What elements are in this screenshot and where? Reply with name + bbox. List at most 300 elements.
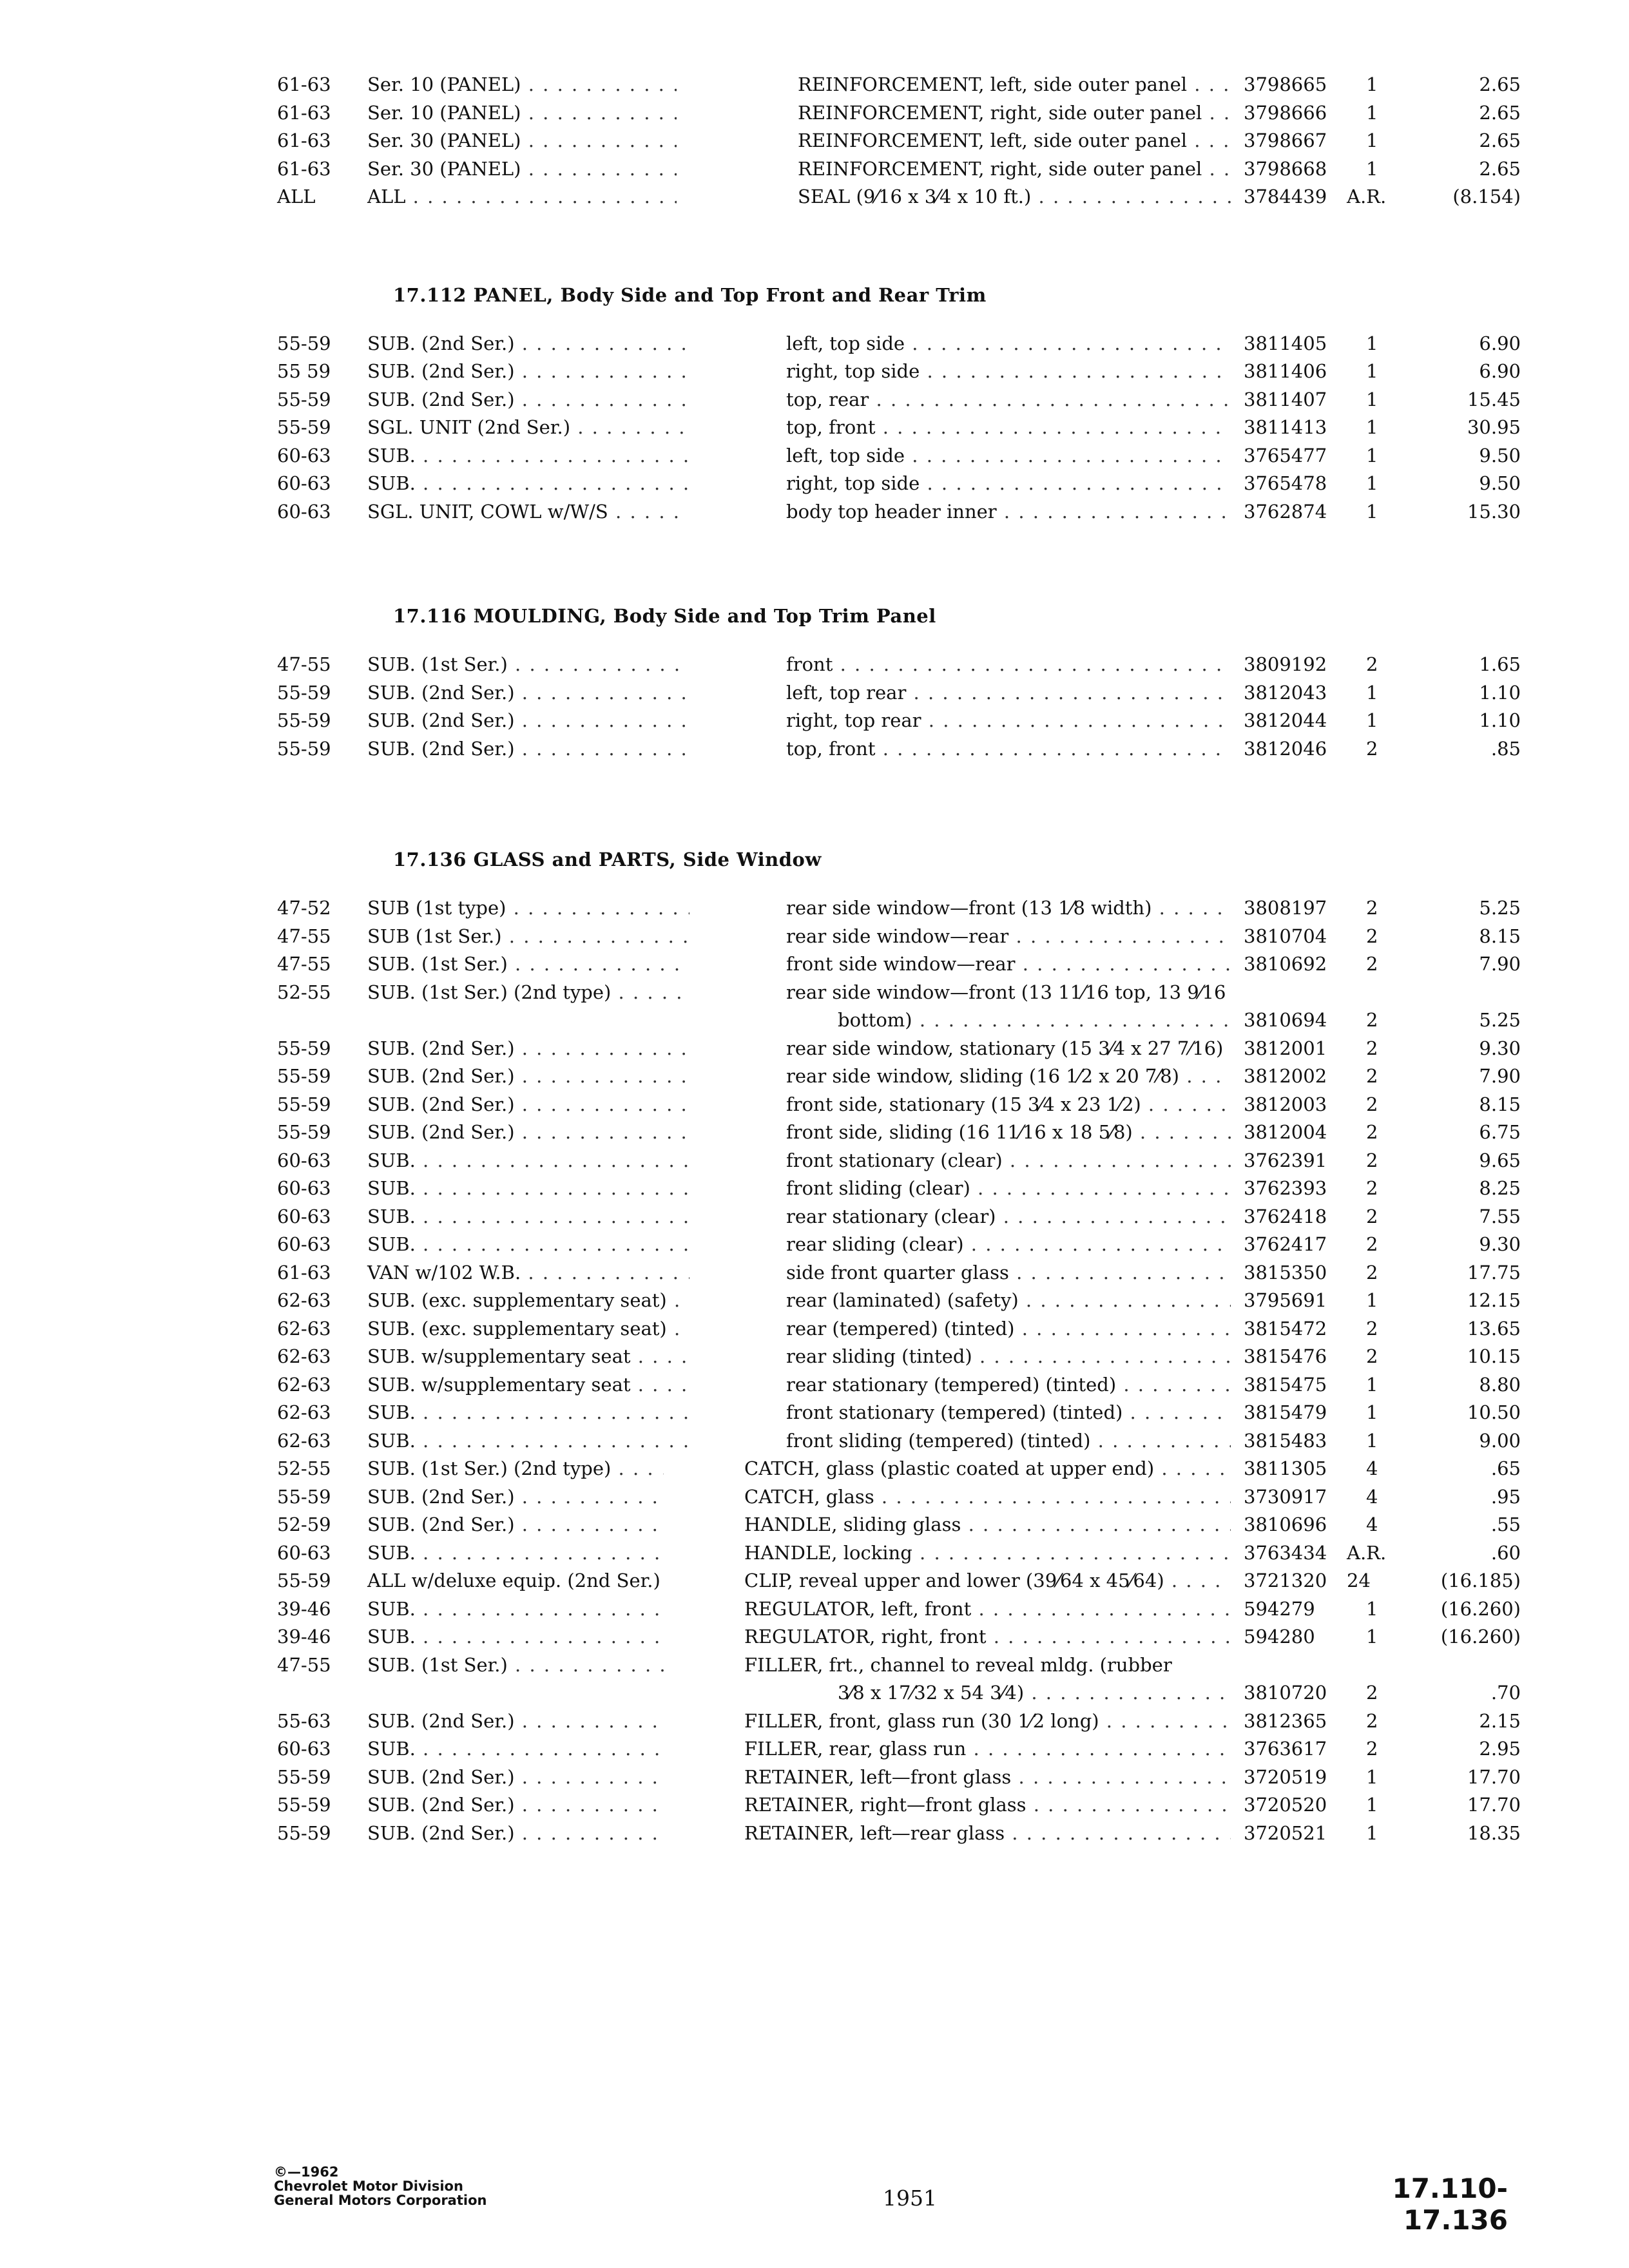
quantity: 1 <box>1366 681 1378 704</box>
table-row <box>277 923 1521 951</box>
model-text: SUB. . . . <box>367 1430 689 1452</box>
table-row <box>277 1343 1521 1371</box>
model-year: 60-63 <box>277 1205 331 1227</box>
description-text: side front quarter glass . . . <box>786 1262 1231 1283</box>
model-text: SUB. (1st Ser.) (2nd type) . . . <box>367 981 689 1003</box>
description-text: REINFORCEMENT, right, side outer panel . . . <box>798 158 1231 180</box>
part-number: 3812046 <box>1244 737 1327 760</box>
part-number: 3815476 <box>1244 1345 1327 1367</box>
model-cell <box>277 1287 689 1315</box>
model-cell <box>277 950 689 979</box>
list-price: (16.260) <box>1440 1597 1521 1620</box>
description-cell <box>786 498 1231 526</box>
quantity: 1 <box>1366 1429 1378 1452</box>
model-text: SUB. (1st Ser.) . . . <box>367 1654 664 1676</box>
part-number: 3810692 <box>1244 953 1327 975</box>
model-cell <box>277 1735 664 1763</box>
model-text: SUB. (1st Ser.) . . . <box>367 653 689 675</box>
list-price: .60 <box>1490 1541 1521 1564</box>
quantity: 2 <box>1366 737 1378 760</box>
description-cell <box>786 923 1231 951</box>
table-row <box>277 1511 1521 1539</box>
list-price: 5.25 <box>1479 897 1521 919</box>
part-number: 3812365 <box>1244 1709 1327 1732</box>
part-number: 3812002 <box>1244 1065 1327 1087</box>
model-year: 55-59 <box>277 1065 331 1087</box>
model-year: 47-55 <box>277 953 331 975</box>
description-cell <box>786 1259 1231 1287</box>
model-text: Ser. 30 (PANEL) . . . <box>367 158 677 180</box>
model-cell <box>277 386 689 414</box>
description-cell <box>744 1791 1231 1820</box>
part-number: 3810696 <box>1244 1514 1327 1535</box>
model-cell <box>277 470 689 498</box>
parts-listing <box>277 71 1521 1847</box>
description-cell <box>798 127 1231 155</box>
model-year: 55-59 <box>277 1821 331 1844</box>
table-row <box>277 386 1521 414</box>
quantity: 2 <box>1366 1682 1378 1704</box>
model-text: SUB. (2nd Ser.) . . . <box>367 1766 664 1788</box>
part-number: 3762391 <box>1244 1149 1327 1171</box>
description-text: REINFORCEMENT, left, side outer panel . . . <box>798 73 1231 95</box>
list-price: (16.185) <box>1440 1570 1521 1591</box>
model-text: SUB. (2nd Ser.) . . . <box>367 389 689 410</box>
list-price: (8.154) <box>1452 186 1521 207</box>
model-cell <box>277 1175 689 1203</box>
description-text: rear sliding (clear) . . . <box>786 1233 1231 1255</box>
copyright: ©—1962 <box>274 2164 339 2180</box>
part-number: 3762417 <box>1244 1233 1327 1255</box>
model-year: 60-63 <box>277 444 331 466</box>
list-price: 2.65 <box>1479 130 1521 151</box>
model-year: 55-59 <box>277 1037 331 1059</box>
description-text: rear (tempered) (tinted) . . . <box>786 1318 1231 1340</box>
model-text: SUB. (exc. supplementary seat) . . . <box>367 1289 689 1311</box>
description-text: front sliding (clear) . . . <box>786 1177 1231 1199</box>
list-price: 2.65 <box>1479 73 1521 95</box>
table-row <box>277 183 1521 211</box>
list-price: 8.80 <box>1479 1373 1521 1396</box>
description-cell <box>786 470 1231 498</box>
model-year: 55-59 <box>277 332 331 354</box>
model-text: SUB (1st Ser.) . . . <box>367 925 689 947</box>
model-year: 52-55 <box>277 981 331 1003</box>
table-row <box>277 1539 1521 1568</box>
part-number: 3811405 <box>1244 332 1327 354</box>
model-text: SUB. (2nd Ser.) . . . <box>367 1710 664 1732</box>
list-price: 8.25 <box>1479 1177 1521 1199</box>
quantity: A.R. <box>1347 186 1387 207</box>
model-cell <box>277 1062 689 1091</box>
part-number: 3808197 <box>1244 897 1327 919</box>
quantity: 2 <box>1366 1065 1378 1087</box>
description-cell <box>786 414 1231 442</box>
table-row <box>277 1147 1521 1175</box>
description-cell <box>786 1035 1231 1063</box>
list-price: 5.25 <box>1479 1009 1521 1031</box>
model-year: 55-63 <box>277 1709 331 1732</box>
table-row <box>277 1820 1521 1848</box>
quantity: 1 <box>1366 332 1378 354</box>
description-text: left, top side . . . <box>786 332 1231 354</box>
model-cell <box>277 1539 664 1568</box>
quantity: 2 <box>1366 1233 1378 1255</box>
model-cell <box>277 1820 664 1848</box>
model-text: SUB. . . . <box>367 472 689 494</box>
model-cell <box>277 358 689 386</box>
model-cell <box>277 1567 664 1595</box>
description-cell <box>786 330 1231 358</box>
description-cell <box>786 979 1231 1007</box>
part-number: 3812004 <box>1244 1121 1327 1143</box>
quantity: 2 <box>1366 1037 1378 1059</box>
list-price: 18.35 <box>1467 1821 1521 1844</box>
description-text: right, top side . . . <box>786 360 1231 382</box>
model-text: SUB. (1st Ser.) . . . <box>367 953 689 975</box>
part-number: 3812043 <box>1244 681 1327 704</box>
quantity: 1 <box>1366 1765 1378 1788</box>
description-cell <box>744 1483 1231 1512</box>
description-text: right, top side . . . <box>786 472 1231 494</box>
quantity: 2 <box>1366 1345 1378 1367</box>
table-row <box>277 1315 1521 1343</box>
list-price: 6.90 <box>1479 360 1521 382</box>
description-cell <box>744 1511 1231 1539</box>
description-text: front sliding (tempered) (tinted) . . . <box>786 1430 1231 1452</box>
model-cell <box>277 923 689 951</box>
model-cell <box>277 707 689 735</box>
description-text: front stationary (clear) . . . <box>786 1149 1231 1171</box>
model-year: 55-59 <box>277 1570 331 1591</box>
part-number: 3811406 <box>1244 360 1327 382</box>
list-price: (16.260) <box>1440 1626 1521 1648</box>
part-number: 3763617 <box>1244 1738 1327 1760</box>
model-cell <box>277 1427 689 1456</box>
description-cell <box>786 1315 1231 1343</box>
model-text: SUB. (2nd Ser.) . . . <box>367 332 689 354</box>
description-cell <box>838 1679 1231 1707</box>
model-year: 55 59 <box>277 360 331 382</box>
model-year: 55-59 <box>277 709 331 731</box>
part-number: 3784439 <box>1244 186 1327 207</box>
model-cell <box>277 442 689 470</box>
quantity: 1 <box>1366 472 1378 494</box>
part-number: 3810694 <box>1244 1009 1327 1031</box>
model-cell <box>277 183 677 211</box>
table-row <box>277 707 1521 735</box>
quantity: 2 <box>1366 1093 1378 1115</box>
model-cell <box>277 1707 664 1736</box>
list-price: 9.65 <box>1479 1149 1521 1171</box>
description-text: FILLER, rear, glass run . . . <box>744 1738 1231 1760</box>
quantity: 1 <box>1366 1289 1378 1311</box>
part-number: 3811305 <box>1244 1457 1327 1479</box>
model-year: 62-63 <box>277 1289 331 1311</box>
list-price: 10.50 <box>1467 1401 1521 1423</box>
model-cell <box>277 1343 689 1371</box>
description-text: 3⁄8 x 17⁄32 x 54 3⁄4) . . . <box>838 1682 1231 1704</box>
model-text: SUB. (2nd Ser.) . . . <box>367 1093 689 1115</box>
description-cell <box>786 651 1231 679</box>
description-text: REINFORCEMENT, right, side outer panel . . . <box>798 102 1231 124</box>
description-text: REINFORCEMENT, left, side outer panel . . . <box>798 130 1231 151</box>
model-text: SUB. . . . <box>367 1149 689 1171</box>
quantity: 2 <box>1366 1709 1378 1732</box>
table-row <box>277 1006 1521 1035</box>
description-cell <box>798 99 1231 128</box>
description-cell <box>744 1539 1231 1568</box>
table-row <box>277 1399 1521 1427</box>
description-text: rear side window, sliding (16 1⁄2 x 20 7⁄8) . . . <box>786 1065 1231 1087</box>
model-cell <box>277 1035 689 1063</box>
description-cell <box>786 1091 1231 1119</box>
description-text: rear side window—front (13 1⁄8 width) . . . <box>786 897 1231 919</box>
model-text: SUB. . . . <box>367 1542 664 1564</box>
table-row <box>277 1175 1521 1203</box>
description-cell <box>786 1371 1231 1399</box>
description-cell <box>786 950 1231 979</box>
part-number: 3815350 <box>1244 1261 1327 1283</box>
quantity: 1 <box>1366 101 1378 124</box>
table-row <box>277 1707 1521 1736</box>
table-row <box>277 127 1521 155</box>
description-cell <box>744 1735 1231 1763</box>
description-text: CLIP, reveal upper and lower (39⁄64 x 45⁄64) . . . <box>744 1570 1231 1591</box>
description-cell <box>786 1203 1231 1231</box>
quantity: 1 <box>1366 73 1378 95</box>
list-price: 7.55 <box>1479 1205 1521 1227</box>
model-text: SUB. . . . <box>367 1233 689 1255</box>
description-text: rear side window—front (13 11⁄16 top, 13 9⁄16 <box>786 981 1226 1003</box>
model-year: 62-63 <box>277 1345 331 1367</box>
description-cell <box>744 1763 1231 1792</box>
quantity: 1 <box>1366 1401 1378 1423</box>
table-row <box>277 1483 1521 1512</box>
description-text: rear sliding (tinted) . . . <box>786 1345 1231 1367</box>
model-year: 60-63 <box>277 500 331 523</box>
part-number: 3795691 <box>1244 1289 1327 1311</box>
model-year: 62-63 <box>277 1317 331 1340</box>
description-text: rear side window, stationary (15 3⁄4 x 27 7⁄16) . . . <box>786 1037 1231 1059</box>
list-price: 9.00 <box>1479 1429 1521 1452</box>
list-price: 6.90 <box>1479 332 1521 354</box>
model-cell <box>277 155 677 184</box>
quantity: 2 <box>1366 653 1378 675</box>
model-text: SUB. (1st Ser.) (2nd type) . . . <box>367 1457 664 1479</box>
list-price: 17.70 <box>1467 1765 1521 1788</box>
description-text: body top header inner . . . <box>786 501 1231 523</box>
part-number: 594280 <box>1244 1626 1315 1648</box>
table-row <box>277 498 1521 526</box>
quantity: 1 <box>1366 709 1378 731</box>
model-year: ALL <box>277 186 316 207</box>
table-row <box>277 1062 1521 1091</box>
quantity: 4 <box>1366 1514 1378 1535</box>
part-number: 3812044 <box>1244 709 1327 731</box>
list-price: 2.15 <box>1479 1709 1521 1732</box>
model-cell <box>277 127 677 155</box>
description-cell <box>786 894 1231 923</box>
description-cell <box>786 679 1231 707</box>
model-text: ALL . . . <box>367 186 677 207</box>
list-price: 9.30 <box>1479 1233 1521 1255</box>
model-cell <box>277 651 689 679</box>
model-text: SUB. . . . <box>367 1401 689 1423</box>
part-number: 3815479 <box>1244 1401 1327 1423</box>
description-cell <box>786 1427 1231 1456</box>
model-year: 61-63 <box>277 101 331 124</box>
model-year: 60-63 <box>277 1541 331 1564</box>
description-cell <box>838 1006 1231 1035</box>
model-year: 61-63 <box>277 73 331 95</box>
description-cell <box>786 1399 1231 1427</box>
quantity: 1 <box>1366 1373 1378 1396</box>
description-cell <box>786 1287 1231 1315</box>
quantity: 1 <box>1366 388 1378 410</box>
part-number: 3798666 <box>1244 101 1327 124</box>
model-year: 55-59 <box>277 737 331 760</box>
quantity: 1 <box>1366 444 1378 466</box>
quantity: 4 <box>1366 1485 1378 1508</box>
table-row <box>277 1651 1501 1680</box>
description-cell <box>798 183 1231 211</box>
section-heading: 17.112 PANEL, Body Side and Top Front and Rear Trim <box>393 284 987 306</box>
description-text: left, top rear . . . <box>786 682 1231 704</box>
table-row <box>277 1455 1521 1483</box>
model-year: 47-52 <box>277 897 331 919</box>
list-price: .95 <box>1490 1485 1521 1508</box>
quantity: 1 <box>1366 500 1378 523</box>
quantity: 2 <box>1366 1738 1378 1760</box>
description-text: front side window—rear . . . <box>786 953 1231 975</box>
part-number: 3810720 <box>1244 1682 1327 1704</box>
model-year: 61-63 <box>277 1261 331 1283</box>
quantity: 2 <box>1366 1149 1378 1171</box>
quantity: 2 <box>1366 1317 1378 1340</box>
quantity: 1 <box>1366 1821 1378 1844</box>
model-cell <box>277 1119 689 1147</box>
description-text: front . . . <box>786 653 1231 675</box>
model-cell <box>277 894 689 923</box>
table-row <box>277 442 1521 470</box>
table-row <box>277 330 1521 358</box>
list-price: 8.15 <box>1479 1093 1521 1115</box>
description-text: REGULATOR, right, front . . . <box>744 1626 1231 1648</box>
list-price: .70 <box>1490 1682 1521 1704</box>
quantity: 2 <box>1366 1177 1378 1199</box>
part-number: 3762418 <box>1244 1205 1327 1227</box>
model-text: SGL. UNIT, COWL w/W/S . . . <box>367 501 689 523</box>
section-1 <box>277 282 1521 526</box>
part-number: 3798665 <box>1244 73 1327 95</box>
model-cell <box>277 1203 689 1231</box>
model-cell <box>277 1259 689 1287</box>
quantity: 2 <box>1366 1009 1378 1031</box>
table-row <box>277 1259 1521 1287</box>
model-year: 55-59 <box>277 416 331 438</box>
model-cell <box>277 1651 664 1680</box>
table-row <box>277 1035 1521 1063</box>
description-text: REGULATOR, left, front . . . <box>744 1598 1231 1620</box>
model-text: SUB. (2nd Ser.) . . . <box>367 1121 689 1143</box>
part-number: 3812003 <box>1244 1093 1327 1115</box>
model-cell <box>277 1091 689 1119</box>
part-number: 3763434 <box>1244 1541 1327 1564</box>
part-number: 594279 <box>1244 1597 1315 1620</box>
model-text: SUB. (2nd Ser.) . . . <box>367 1065 689 1087</box>
model-year: 47-55 <box>277 925 331 947</box>
list-price: 10.15 <box>1467 1345 1521 1367</box>
description-cell <box>786 358 1231 386</box>
model-year: 39-46 <box>277 1626 331 1648</box>
part-number: 3765478 <box>1244 472 1327 494</box>
list-price: .85 <box>1490 737 1521 760</box>
model-text: SUB. (2nd Ser.) . . . <box>367 1486 664 1508</box>
model-year: 52-59 <box>277 1514 331 1535</box>
description-text: HANDLE, sliding glass . . . <box>744 1514 1231 1535</box>
model-year: 60-63 <box>277 1177 331 1199</box>
description-cell <box>786 442 1231 470</box>
table-row <box>277 470 1521 498</box>
description-text: rear stationary (tempered) (tinted) . . . <box>786 1374 1231 1396</box>
quantity: 1 <box>1366 416 1378 438</box>
table-row <box>277 1119 1521 1147</box>
list-price: 7.90 <box>1479 1065 1521 1087</box>
table-row <box>277 1287 1521 1315</box>
part-number: 3762393 <box>1244 1177 1327 1199</box>
description-cell <box>744 1567 1231 1595</box>
description-text: front side, stationary (15 3⁄4 x 23 1⁄2) . . . <box>786 1093 1231 1115</box>
model-text: SUB. (2nd Ser.) . . . <box>367 1794 664 1816</box>
part-number: 3720519 <box>1244 1765 1327 1788</box>
model-cell <box>277 414 689 442</box>
list-price: .65 <box>1490 1457 1521 1479</box>
quantity: 1 <box>1366 1626 1378 1648</box>
quantity: 2 <box>1366 897 1378 919</box>
model-text: SUB. . . . <box>367 1206 689 1227</box>
table-row <box>277 1679 1521 1707</box>
model-cell <box>277 1231 689 1259</box>
page-number: 1951 <box>883 2186 937 2211</box>
part-number: 3811407 <box>1244 388 1327 410</box>
list-price: 9.30 <box>1479 1037 1521 1059</box>
list-price: 17.70 <box>1467 1794 1521 1816</box>
description-cell <box>786 1231 1231 1259</box>
quantity: 2 <box>1366 1121 1378 1143</box>
model-year: 62-63 <box>277 1401 331 1423</box>
model-year: 52-55 <box>277 1457 331 1479</box>
model-text: SUB (1st type) . . . <box>367 897 689 919</box>
table-row <box>277 979 1501 1007</box>
quantity: 1 <box>1366 360 1378 382</box>
table-row <box>277 950 1521 979</box>
model-year: 55-59 <box>277 1485 331 1508</box>
description-text: front stationary (tempered) (tinted) . . . <box>786 1401 1231 1423</box>
description-cell <box>786 735 1231 764</box>
model-year: 60-63 <box>277 1738 331 1760</box>
description-text: HANDLE, locking . . . <box>744 1542 1231 1564</box>
model-text: Ser. 10 (PANEL) . . . <box>367 102 677 124</box>
description-text: rear stationary (clear) . . . <box>786 1206 1231 1227</box>
model-year: 61-63 <box>277 130 331 151</box>
description-cell <box>798 71 1231 99</box>
model-text: SUB. . . . <box>367 1626 664 1648</box>
model-year: 55-59 <box>277 1093 331 1115</box>
model-year: 62-63 <box>277 1373 331 1396</box>
part-number: 3811413 <box>1244 416 1327 438</box>
list-price: 8.15 <box>1479 925 1521 947</box>
